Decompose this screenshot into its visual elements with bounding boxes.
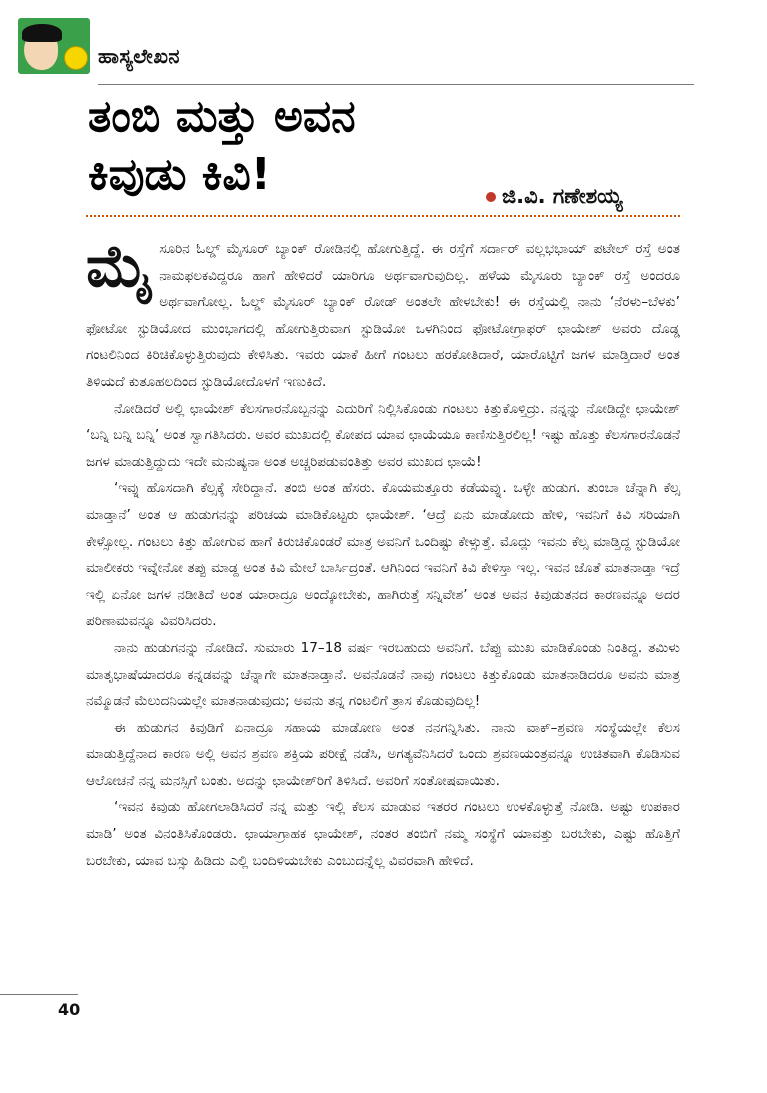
bullet-icon [486,192,496,202]
paragraph-text: ಸೂರಿನ ಓಲ್ಡ್ ಮೈಸೂರ್ ಬ್ಯಾಂಕ್ ರೋಡಿನಲ್ಲಿ ಹೋಗುತ್ತಿದ್ದೆ. ಈ ರಸ್ತೆಗೆ ಸರ್ದಾರ್ ವಲ್ಲಭಭಾಯ್ ಪಟೇಲ್ ರಸ್ತೆ ಅಂತ ನಾಮಫಲಕವಿದ್ದರೂ ಹಾಗೆ ಹೇಳಿದರೆ ಯಾರಿಗೂ ಅರ್ಥವಾಗುವುದಿಲ್ಲ. ಹಳೆಯ ಮೈಸೂರು ಬ್ಯಾಂಕ್ ರಸ್ತೆ ಅಂದರೂ ಅರ್ಥವಾಗೋಲ್ಲ. ಓಲ್ಡ್ ಮೈಸೂರ್ ಬ್ಯಾಂಕ್ ರೋಡ್ ಅಂತಲೇ ಹೇಳಬೇಕು! ಈ ರಸ್ತೆಯಲ್ಲಿ ನಾನು ‘ನೆರಳು–ಬೆಳಕು’ ಫೋಟೋ ಸ್ಟುಡಿಯೋದ ಮುಂಭಾಗದಲ್ಲಿ ಹೋಗುತ್ತಿರುವಾಗ ಸ್ಟುಡಿಯೋ ಒಳಗಿನಿಂದ ಫೋಟೋಗ್ರಾಫರ್ ಛಾಯೇಶ್ ಅವರು ದೊಡ್ಡ ಗಂಟಲಿನಿಂದ ಕಿರಿಚಿಕೊಳ್ಳುತ್ತಿರುವುದು ಕೇಳಿಸಿತು. ಇವರು ಯಾಕೆ ಹೀಗೆ ಗಂಟಲು ಹರಕೋತಿದಾರೆ, ಯಾರೊಟ್ಟಿಗೆ ಜಗಳ ಮಾಡ್ತಿದಾರೆ ಅಂತ ತಿಳಿಯದೆ ಕುತೂಹಲದಿಂದ ಸ್ಟುಡಿಯೋದೊಳಗೆ ಇಣುಕಿದೆ. [86,241,680,390]
title-line-2: ಕಿವುಡು ಕಿವಿ! [88,149,271,200]
paragraph: ‘ಇವ್ನು ಹೊಸದಾಗಿ ಕೆಲ್ಸಕ್ಕೆ ಸೇರಿದ್ದಾನೆ. ತಂಬಿ ಅಂತ ಹೆಸರು. ಕೊಯಮತ್ತೂರು ಕಡೆಯವ್ನು. ಒಳ್ಳೇ ಹುಡುಗ. ತುಂಬಾ ಚೆನ್ನಾಗಿ ಕೆಲ್ಸ ಮಾಡ್ತಾನೆ’ ಅಂತ ಆ ಹುಡುಗನನ್ನು ಪರಿಚಯ ಮಾಡಿಕೊಟ್ಟರು ಛಾಯೇಶ್. ‘ಆದ್ರೆ ಏನು ಮಾಡೋದು ಹೇಳಿ, ಇವನಿಗೆ ಕಿವಿ ಸರಿಯಾಗಿ ಕೇಳ್ಸೋಲ್ಲ. ಗಂಟಲು ಕಿತ್ತು ಹೋಗುವ ಹಾಗೆ ಕಿರುಚಿಕೊಂಡರೆ ಮಾತ್ರ ಅವನಿಗೆ ಒಂದಿಷ್ಟು ಕೇಳ್ಸುತ್ತೆ. ಮೊದ್ಲು ಇವನು ಕೆಲ್ಸ ಮಾಡ್ತಿದ್ದ ಸ್ಟುಡಿಯೋ ಮಾಲೀಕರು ಇವ್ನೇನೋ ತಪ್ಪು ಮಾಡ್ದ ಅಂತ ಕಿವಿ ಮೇಲೆ ಬಾರ್ಸಿದ್ರಂತೆ. ಆಗಿನಿಂದ ಇವನಿಗೆ ಕಿವಿ ಕೇಳಿಸ್ತಾ ಇಲ್ಲ. ಇವನ ಜೊತೆ ಮಾತನಾಡ್ತಾ ಇದ್ರೆ ಇಲ್ಲಿ ಏನೋ ಜಗಳ ನಡೀತಿದೆ ಅಂತ ಯಾರಾದ್ರೂ ಅಂದ್ಕೋಬೇಕು, ಹಾಗಿರುತ್ತೆ ಸನ್ನಿವೇಶ’ ಅಂತ ಅವನ ಕಿವುಡುತನದ ಕಾರಣವನ್ನೂ ಅದರ ಪರಿಣಾಮವನ್ನೂ ವಿವರಿಸಿದರು. [86,480,680,630]
section-label: ಹಾಸ್ಯಲೇಖನ [98,44,180,68]
hair-icon [22,24,62,42]
article-title [88,88,508,204]
cartoon-face-logo-icon [18,18,90,74]
author-name: ಜಿ.ವಿ. ಗಣೇಶಯ್ಯ [502,184,623,208]
paragraph: ಈ ಹುಡುಗನ ಕಿವುಡಿಗೆ ಏನಾದ್ರೂ ಸಹಾಯ ಮಾಡೋಣ ಅಂತ ನನಗನ್ನಿಸಿತು. ನಾನು ವಾಕ್–ಶ್ರವಣ ಸಂಸ್ಥೆಯಲ್ಲೇ ಕೆಲಸ ಮಾಡುತ್ತಿದ್ದೆನಾದ ಕಾರಣ ಅಲ್ಲಿ ಅವನ ಶ್ರವಣ ಶಕ್ತಿಯ ಪರೀಕ್ಷೆ ನಡೆಸಿ, ಅಗತ್ಯವೆನಿಸಿದರೆ ಒಂದು ಶ್ರವಣಯಂತ್ರವನ್ನೂ ಉಚಿತವಾಗಿ ಕೊಡಿಸುವ ಆಲೋಚನೆ ನನ್ನ ಮನಸ್ಸಿಗೆ ಬಂತು. ಅದನ್ನು ಛಾಯೇಶ್‌ರಿಗೆ ತಿಳಿಸಿದೆ. ಅವರಿಗೆ ಸಂತೋಷವಾಯಿತು. [86,719,680,789]
header-divider [98,84,694,85]
paragraph: ನಾನು ಹುಡುಗನನ್ನು ನೋಡಿದೆ. ಸುಮಾರು 17–18 ವರ್ಷ ಇರಬಹುದು ಅವನಿಗೆ. ಬೆಪ್ಪು ಮುಖ ಮಾಡಿಕೊಂಡು ನಿಂತಿದ್ದ. ತಮಿಳು ಮಾತೃಭಾಷೆಯಾದರೂ ಕನ್ನಡವನ್ನು ಚೆನ್ನಾಗೇ ಮಾತನಾಡ್ತಾನೆ. ಅವನೊಡನೆ ನಾವು ಗಂಟಲು ಕಿತ್ತುಕೊಂಡು ಮಾತನಾಡಿದರೂ ಅವನು ಮಾತ್ರ ನಮ್ಮೊಡನೆ ಮೆಲುದನಿಯಲ್ಲೇ ಮಾತನಾಡುವುದು; ಅವನು ತನ್ನ ಗಂಟಲಿಗೆ ತ್ರಾಸ ಕೊಡುವುದಿಲ್ಲ! [86,639,680,710]
paragraph [86,232,680,396]
paragraph: ‘ಇವನ ಕಿವುಡು ಹೋಗಲಾಡಿಸಿದರೆ ನನ್ನ ಮತ್ತು ಇಲ್ಲಿ ಕೆಲಸ ಮಾಡುವ ಇತರರ ಗಂಟಲು ಉಳಕೊಳ್ಳುತ್ತೆ ನೋಡಿ. ಅಷ್ಟು ಉಪಕಾರ ಮಾಡಿ’ ಅಂತ ವಿನಂತಿಸಿಕೊಂಡರು. ಛಾಯಾಗ್ರಾಹಕ ಛಾಯೇಶ್, ನಂತರ ತಂಬಿಗೆ ನಮ್ಮ ಸಂಸ್ಥೆಗೆ ಯಾವತ್ತು ಬರಬೇಕು, ಎಷ್ಟು ಹೊತ್ತಿಗೆ ಬರಬೇಕು, ಯಾವ ಬಸ್ಸು ಹಿಡಿದು ಎಲ್ಲಿ ಬಂದಿಳಿಯಬೇಕು ಎಂಬುದನ್ನೆಲ್ಲ ವಿವರವಾಗಿ ಹೇಳಿದೆ. [86,799,680,869]
page-header [14,14,680,72]
page-number: 40 [58,1000,81,1019]
byline [486,184,623,209]
smiley-icon [64,46,88,70]
drop-cap: ಮೈ [86,232,154,300]
paragraph: ನೋಡಿದರೆ ಅಲ್ಲಿ ಛಾಯೇಶ್ ಕೆಲಸಗಾರನೊಬ್ಬನನ್ನು ಎದುರಿಗೆ ನಿಲ್ಲಿಸಿಕೊಂಡು ಗಂಟಲು ಕಿತ್ತುಕೊಳ್ತಿದ್ರು. ನನ್ನನ್ನು ನೋಡಿದ್ದೇ ಛಾಯೇಶ್ ‘ಬನ್ನಿ ಬನ್ನಿ ಬನ್ನಿ’ ಅಂತ ಸ್ವಾಗತಿಸಿದರು. ಅವರ ಮುಖದಲ್ಲಿ ಕೋಪದ ಯಾವ ಛಾಯೆಯೂ ಕಾಣಿಸುತ್ತಿರಲಿಲ್ಲ! ಇಷ್ಟು ಹೊತ್ತು ಕೆಲಸಗಾರನೊಡನೆ ಜಗಳ ಮಾಡುತ್ತಿದ್ದುದು ಇದೇ ಮನುಷ್ಯನಾ ಅಂತ ಅಚ್ಚರಿಪಡುವಂತಿತ್ತು ಅವರ ಮುಖದ ಛಾಯೆ! [86,400,680,470]
dotted-divider [86,215,680,217]
title-line-1: ತಂಬಿ ಮತ್ತು ಅವನ [88,91,356,142]
footer-divider [0,994,78,995]
article-body [86,232,680,874]
